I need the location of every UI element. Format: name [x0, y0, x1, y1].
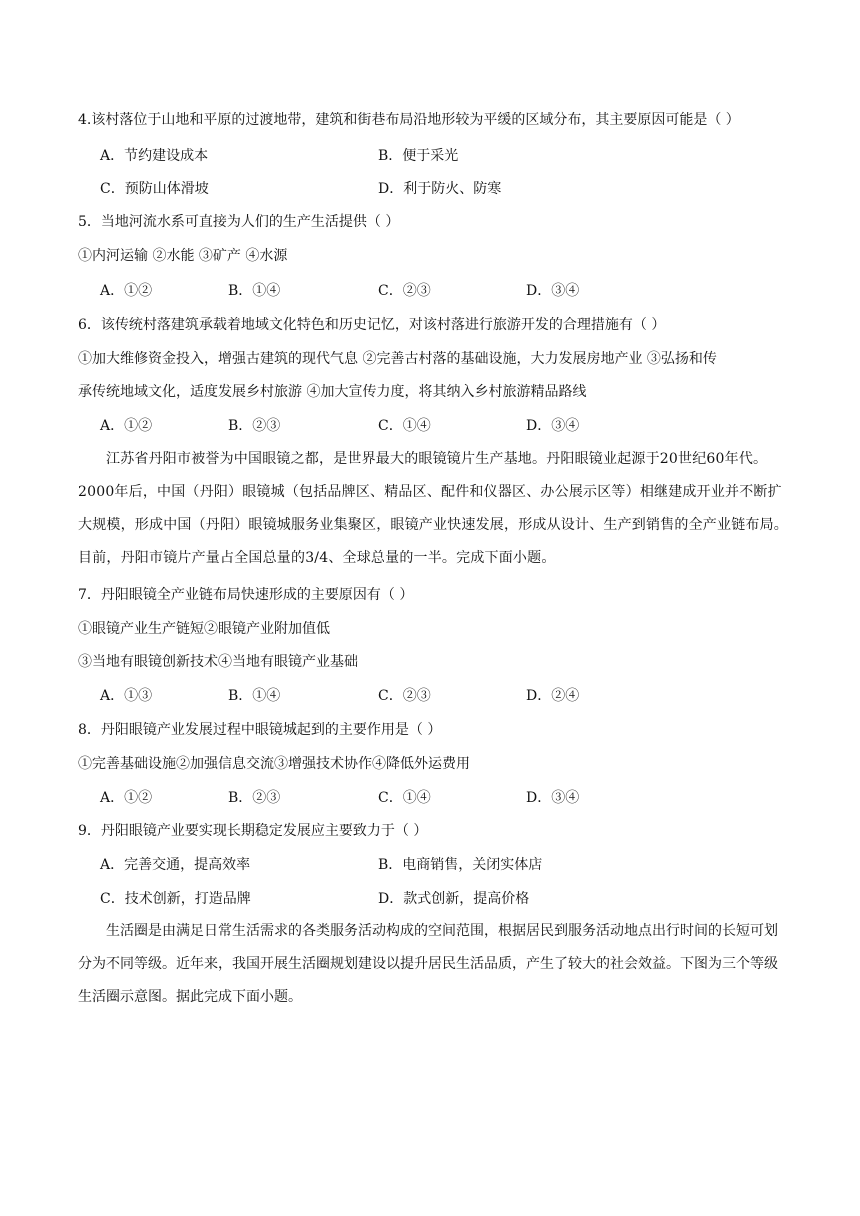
q7-option-d[interactable]: D．②④: [526, 688, 580, 704]
q7-option-c[interactable]: C．②③: [378, 688, 431, 704]
q8-option-a[interactable]: A．①②: [100, 790, 153, 806]
q5-option-a[interactable]: A．①②: [100, 283, 153, 299]
q6-stem: 6．该传统村落建筑承载着地域文化特色和历史记忆，对该村落进行旅游开发的合理措施有（ ）: [78, 317, 666, 333]
q8-option-b[interactable]: B．②③: [228, 790, 281, 806]
q7-items-line1: ①眼镜产业生产链短②眼镜产业附加值低: [78, 621, 330, 637]
q7-option-b[interactable]: B．①④: [228, 688, 281, 704]
q9-option-d[interactable]: D．款式创新，提高价格: [378, 891, 530, 907]
q9-option-c[interactable]: C．技术创新，打造品牌: [100, 891, 251, 907]
q5-option-d[interactable]: D．③④: [526, 283, 580, 299]
passage-danyang-text: 江苏省丹阳市被誉为中国眼镜之都，是世界最大的眼镜镜片生产基地。丹阳眼镜业起源于20世纪60年代。2000年后，中国（丹阳）眼镜城（包括品牌区、精品区、配件和仪器区、办公展示区等）相继建成开业并不断扩大规模，形成中国（丹阳）眼镜城服务业集聚区，眼镜产业快速发展，形成从设计、生产到销售的全产业链布局。目前，丹阳市镜片产量占全国总量的3/4、全球总量的一半。完成下面小题。: [78, 451, 788, 566]
q9-option-b[interactable]: B．电商销售，关闭实体店: [378, 857, 543, 873]
q9-stem: 9．丹阳眼镜产业要实现长期稳定发展应主要致力于（ ）: [78, 823, 428, 839]
q7-stem: 7．丹阳眼镜全产业链布局快速形成的主要原因有（ ）: [78, 587, 414, 603]
q7-items-line2: ③当地有眼镜创新技术④当地有眼镜产业基础: [78, 654, 358, 670]
q6-option-b[interactable]: B．②③: [228, 418, 281, 434]
passage-life-circle-text: 生活圈是由满足日常生活需求的各类服务活动构成的空间范围，根据居民到服务活动地点出行时间的长短可划分为不同等级。近年来，我国开展生活圈规划建设以提升居民生活品质，产生了较大的社会效益。下图为三个等级生活圈示意图。据此完成下面小题。: [78, 923, 778, 1005]
q5-stem: 5．当地河流水系可直接为人们的生产生活提供（ ）: [78, 214, 400, 230]
q7-option-a[interactable]: A．①③: [100, 688, 153, 704]
q5-option-b[interactable]: B．①④: [228, 283, 281, 299]
q4-option-b[interactable]: B．便于采光: [378, 148, 459, 164]
q4-option-d[interactable]: D．利于防火、防寒: [378, 181, 502, 197]
q6-option-d[interactable]: D．③④: [526, 418, 580, 434]
passage-life-circle: [78, 915, 790, 1014]
q8-items: ①完善基础设施②加强信息交流③增强技术协作④降低外运费用: [78, 756, 470, 772]
q8-option-c[interactable]: C．①④: [378, 790, 431, 806]
q8-stem: 8．丹阳眼镜产业发展过程中眼镜城起到的主要作用是（ ）: [78, 722, 442, 738]
q5-items: ①内河运输 ②水能 ③矿产 ④水源: [78, 248, 288, 264]
q6-items-line1: ①加大维修资金投入，增强古建筑的现代气息 ②完善古村落的基础设施，大力发展房地产业 ③弘扬和传: [78, 351, 717, 367]
q6-items-line2: 承传统地域文化，适度发展乡村旅游 ④加大宣传力度，将其纳入乡村旅游精品路线: [78, 384, 587, 400]
passage-danyang: [78, 443, 790, 575]
q9-option-a[interactable]: A．完善交通，提高效率: [100, 857, 251, 873]
q4-stem: 4.该村落位于山地和平原的过渡地带，建筑和街巷布局沿地形较为平缓的区域分布，其主要原因可能是（ ）: [78, 112, 740, 128]
q5-option-c[interactable]: C．②③: [378, 283, 431, 299]
q8-option-d[interactable]: D．③④: [526, 790, 580, 806]
q4-option-a[interactable]: A．节约建设成本: [100, 148, 209, 164]
q6-option-c[interactable]: C．①④: [378, 418, 431, 434]
q6-option-a[interactable]: A．①②: [100, 418, 153, 434]
q4-option-c[interactable]: C．预防山体滑坡: [100, 181, 209, 197]
